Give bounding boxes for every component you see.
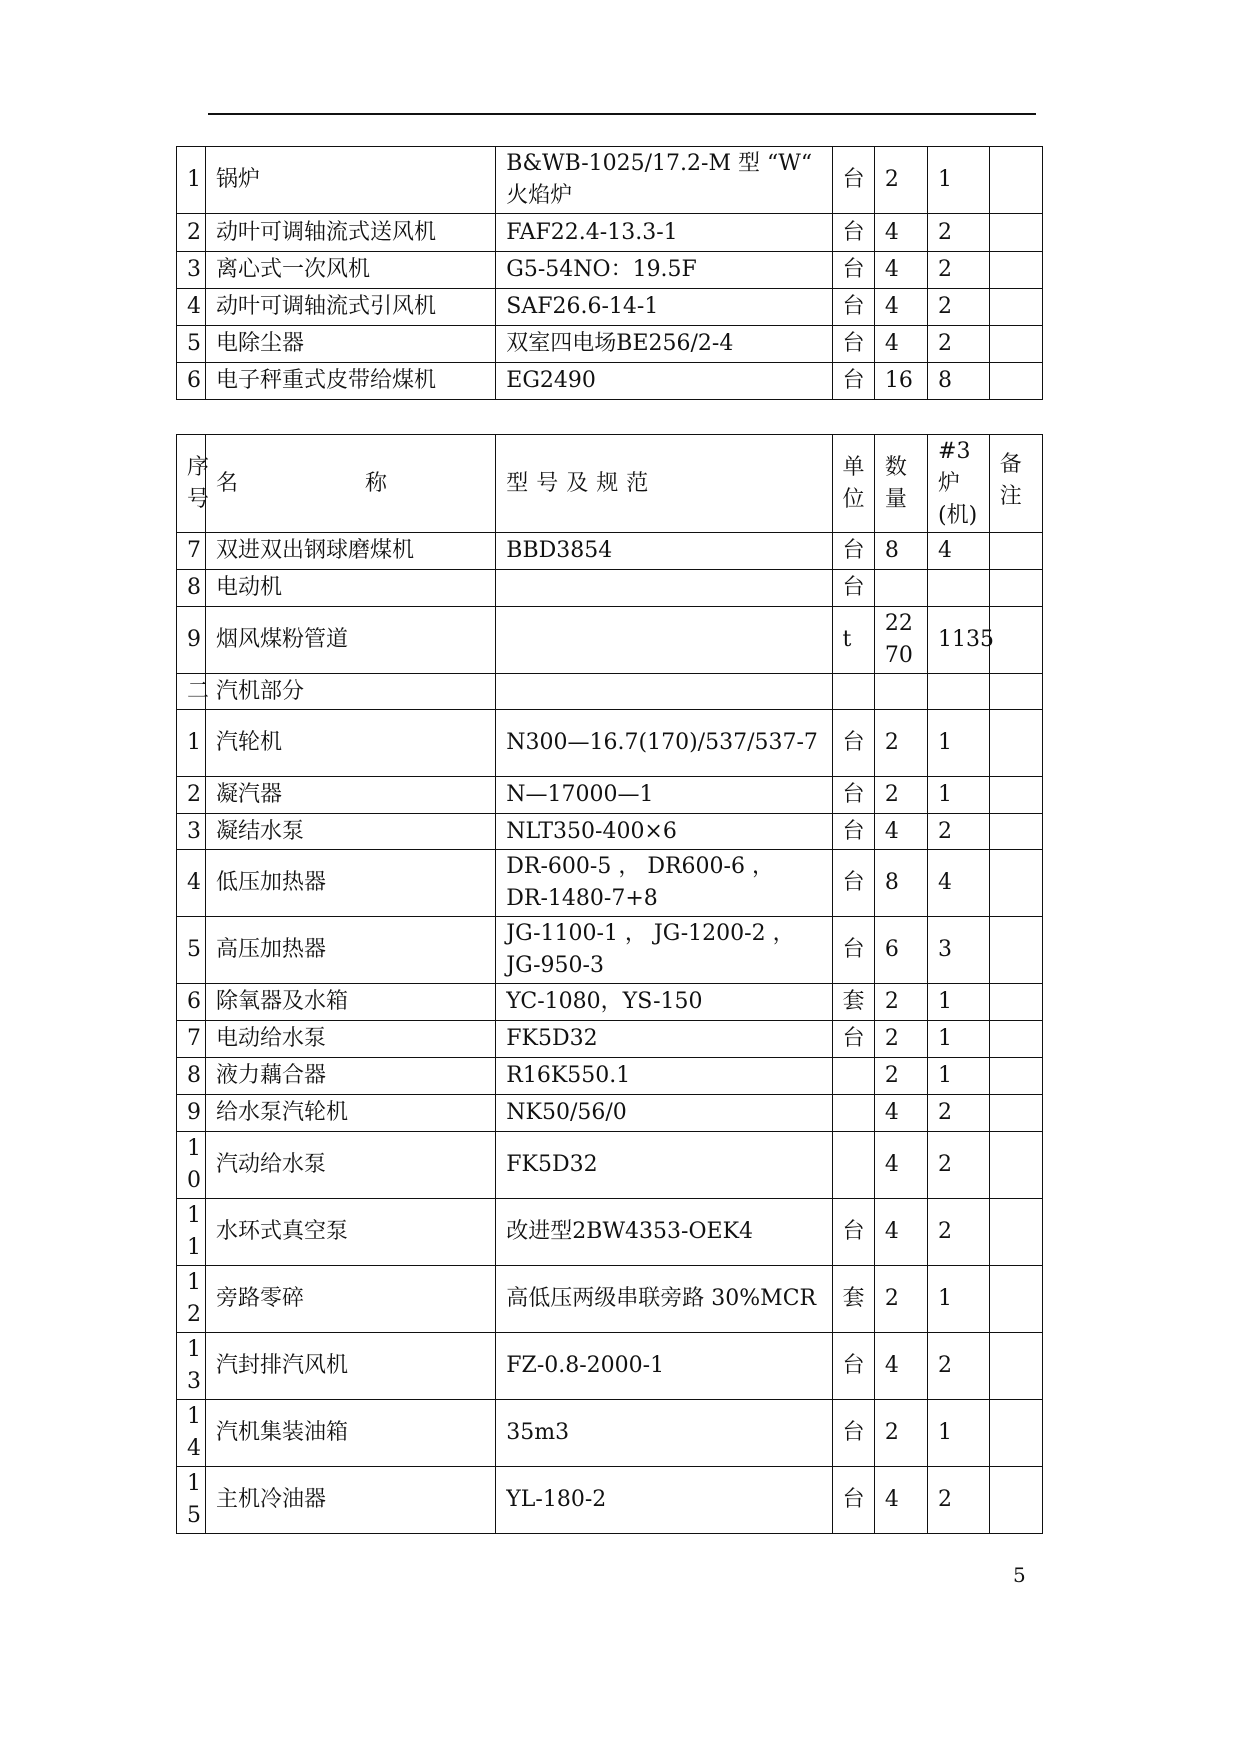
furnace-quantity: 1 <box>928 1400 990 1467</box>
model-spec: 改进型2BW4353-OEK4 <box>496 1199 832 1266</box>
model-spec: JG-1100-1 ， JG-1200-2 ， JG-950-3 <box>496 917 832 984</box>
quantity: 2 <box>874 984 927 1021</box>
unit <box>832 1095 874 1132</box>
remarks <box>989 1266 1042 1333</box>
quantity: 4 <box>874 326 927 363</box>
equipment-name: 水环式真空泵 <box>206 1199 496 1266</box>
quantity: 4 <box>874 214 927 252</box>
equipment-name: 动叶可调轴流式引风机 <box>206 289 496 326</box>
furnace-quantity: 1 <box>928 710 990 777</box>
remarks <box>989 1058 1042 1095</box>
model-spec: B&WB-1025/17.2-M 型 “W“ 火焰炉 <box>496 147 832 214</box>
model-spec <box>496 674 832 710</box>
row-number: 3 <box>177 252 206 289</box>
quantity: 4 <box>874 814 927 850</box>
header-quantity: 数 量 <box>874 435 927 533</box>
model-spec: 高低压两级串联旁路 30%MCR <box>496 1266 832 1333</box>
quantity <box>874 674 927 710</box>
furnace-quantity: 3 <box>928 917 990 984</box>
model-spec: G5-54NO：19.5F <box>496 252 832 289</box>
row-number: 8 <box>177 1058 206 1095</box>
table-row <box>177 289 1043 326</box>
unit: t <box>832 607 874 674</box>
quantity: 4 <box>874 252 927 289</box>
table-row <box>177 1132 1043 1199</box>
furnace-quantity <box>928 674 990 710</box>
table-row <box>177 326 1043 363</box>
unit: 台 <box>832 1400 874 1467</box>
table-row <box>177 917 1043 984</box>
equipment-name: 锅炉 <box>206 147 496 214</box>
row-number: 1 <box>177 710 206 777</box>
table-row <box>177 363 1043 400</box>
model-spec: YL-180-2 <box>496 1467 832 1534</box>
quantity: 2 <box>874 777 927 814</box>
remarks <box>989 1095 1042 1132</box>
model-spec: 双室四电场BE256/2-4 <box>496 326 832 363</box>
remarks <box>989 710 1042 777</box>
row-number: 7 <box>177 1021 206 1058</box>
model-spec: R16K550.1 <box>496 1058 832 1095</box>
model-spec: FAF22.4-13.3-1 <box>496 214 832 252</box>
header-unit: 单 位 <box>832 435 874 533</box>
unit: 台 <box>832 147 874 214</box>
equipment-name: 电动给水泵 <box>206 1021 496 1058</box>
unit: 台 <box>832 252 874 289</box>
equipment-name: 烟风煤粉管道 <box>206 607 496 674</box>
furnace-quantity: 2 <box>928 326 990 363</box>
row-number: 6 <box>177 984 206 1021</box>
model-spec <box>496 607 832 674</box>
remarks <box>989 850 1042 917</box>
furnace-quantity: 1 <box>928 147 990 214</box>
equipment-name: 低压加热器 <box>206 850 496 917</box>
furnace-quantity: 1 <box>928 984 990 1021</box>
equipment-name: 电除尘器 <box>206 326 496 363</box>
model-spec: N—17000—1 <box>496 777 832 814</box>
unit: 台 <box>832 1199 874 1266</box>
remarks <box>989 674 1042 710</box>
remarks <box>989 1132 1042 1199</box>
remarks <box>989 326 1042 363</box>
quantity: 4 <box>874 1199 927 1266</box>
model-spec <box>496 570 832 607</box>
section-number: 二 <box>177 674 206 710</box>
remarks <box>989 917 1042 984</box>
furnace-quantity: 2 <box>928 1199 990 1266</box>
quantity: 2270 <box>874 607 927 674</box>
unit: 台 <box>832 533 874 570</box>
equipment-name: 动叶可调轴流式送风机 <box>206 214 496 252</box>
table-row <box>177 533 1043 570</box>
furnace-quantity: 2 <box>928 1132 990 1199</box>
furnace-quantity: 1135 <box>928 607 990 674</box>
table-row <box>177 1095 1043 1132</box>
furnace-quantity: 4 <box>928 533 990 570</box>
table-row <box>177 252 1043 289</box>
quantity: 2 <box>874 147 927 214</box>
remarks <box>989 1021 1042 1058</box>
model-spec: FZ-0.8-2000-1 <box>496 1333 832 1400</box>
quantity: 8 <box>874 850 927 917</box>
remarks <box>989 607 1042 674</box>
quantity: 2 <box>874 710 927 777</box>
furnace-quantity: 1 <box>928 1021 990 1058</box>
row-number: 14 <box>177 1400 206 1467</box>
equipment-name: 汽封排汽风机 <box>206 1333 496 1400</box>
quantity: 2 <box>874 1400 927 1467</box>
header-remarks: 备 注 <box>989 435 1042 533</box>
row-number: 2 <box>177 777 206 814</box>
quantity: 8 <box>874 533 927 570</box>
table-row <box>177 850 1043 917</box>
remarks <box>989 1467 1042 1534</box>
furnace-quantity: 2 <box>928 252 990 289</box>
furnace-quantity: 2 <box>928 1467 990 1534</box>
model-spec: FK5D32 <box>496 1132 832 1199</box>
row-number: 9 <box>177 607 206 674</box>
table-row <box>177 710 1043 777</box>
table-row-section <box>177 674 1043 710</box>
equipment-name: 旁路零碎 <box>206 1266 496 1333</box>
row-number: 3 <box>177 814 206 850</box>
row-number: 12 <box>177 1266 206 1333</box>
quantity: 4 <box>874 289 927 326</box>
table-row <box>177 1058 1043 1095</box>
model-spec: DR-600-5 ， DR600-6 ， DR-1480-7+8 <box>496 850 832 917</box>
model-spec: EG2490 <box>496 363 832 400</box>
unit: 台 <box>832 326 874 363</box>
remarks <box>989 984 1042 1021</box>
row-number: 2 <box>177 214 206 252</box>
quantity: 2 <box>874 1021 927 1058</box>
header-rule <box>208 113 1036 115</box>
table-row <box>177 1021 1043 1058</box>
equipment-name: 给水泵汽轮机 <box>206 1095 496 1132</box>
row-number: 13 <box>177 1333 206 1400</box>
unit <box>832 1132 874 1199</box>
model-spec: YC-1080，YS-150 <box>496 984 832 1021</box>
quantity <box>874 570 927 607</box>
table-row <box>177 147 1043 214</box>
equipment-name: 高压加热器 <box>206 917 496 984</box>
table-row <box>177 1400 1043 1467</box>
row-number: 5 <box>177 326 206 363</box>
page-number: 5 <box>1013 1563 1026 1587</box>
remarks <box>989 289 1042 326</box>
furnace-quantity: 2 <box>928 289 990 326</box>
quantity: 4 <box>874 1467 927 1534</box>
unit: 台 <box>832 850 874 917</box>
table-row <box>177 777 1043 814</box>
row-number: 1 <box>177 147 206 214</box>
unit: 台 <box>832 814 874 850</box>
furnace-quantity <box>928 570 990 607</box>
table-row <box>177 1467 1043 1534</box>
model-spec: NK50/56/0 <box>496 1095 832 1132</box>
furnace-quantity: 1 <box>928 1266 990 1333</box>
header-model: 型号及规范 <box>496 435 832 533</box>
header-name: 名 称 <box>206 435 496 533</box>
remarks <box>989 1333 1042 1400</box>
equipment-name: 电子秤重式皮带给煤机 <box>206 363 496 400</box>
model-spec: NLT350-400×6 <box>496 814 832 850</box>
row-number: 5 <box>177 917 206 984</box>
equipment-name: 除氧器及水箱 <box>206 984 496 1021</box>
quantity: 4 <box>874 1095 927 1132</box>
furnace-quantity: 2 <box>928 814 990 850</box>
unit: 台 <box>832 1333 874 1400</box>
unit: 台 <box>832 1467 874 1534</box>
model-spec: FK5D32 <box>496 1021 832 1058</box>
remarks <box>989 363 1042 400</box>
equipment-name: 汽动给水泵 <box>206 1132 496 1199</box>
remarks <box>989 214 1042 252</box>
row-number: 8 <box>177 570 206 607</box>
quantity: 2 <box>874 1058 927 1095</box>
table-row <box>177 1266 1043 1333</box>
quantity: 6 <box>874 917 927 984</box>
table-row <box>177 214 1043 252</box>
equipment-name: 双进双出钢球磨煤机 <box>206 533 496 570</box>
table-row <box>177 1333 1043 1400</box>
row-number: 4 <box>177 850 206 917</box>
unit <box>832 674 874 710</box>
unit: 套 <box>832 1266 874 1333</box>
unit: 台 <box>832 710 874 777</box>
equipment-name: 电动机 <box>206 570 496 607</box>
table-row <box>177 814 1043 850</box>
table-row <box>177 1199 1043 1266</box>
model-spec: BBD3854 <box>496 533 832 570</box>
quantity: 4 <box>874 1333 927 1400</box>
remarks <box>989 147 1042 214</box>
unit: 套 <box>832 984 874 1021</box>
unit: 台 <box>832 777 874 814</box>
remarks <box>989 252 1042 289</box>
row-number: 10 <box>177 1132 206 1199</box>
unit: 台 <box>832 1021 874 1058</box>
row-number: 7 <box>177 533 206 570</box>
unit: 台 <box>832 289 874 326</box>
remarks <box>989 570 1042 607</box>
section-title: 汽机部分 <box>206 674 496 710</box>
table-row <box>177 984 1043 1021</box>
unit: 台 <box>832 214 874 252</box>
row-number: 4 <box>177 289 206 326</box>
table-row <box>177 570 1043 607</box>
header-furnace: #3 炉 (机) <box>928 435 990 533</box>
unit: 台 <box>832 363 874 400</box>
equipment-name: 汽轮机 <box>206 710 496 777</box>
furnace-quantity: 4 <box>928 850 990 917</box>
equipment-name: 凝结水泵 <box>206 814 496 850</box>
unit: 台 <box>832 917 874 984</box>
model-spec: N300—16.7(170)/537/537-7 <box>496 710 832 777</box>
equipment-name: 离心式一次风机 <box>206 252 496 289</box>
quantity: 4 <box>874 1132 927 1199</box>
model-spec: SAF26.6-14-1 <box>496 289 832 326</box>
row-number: 9 <box>177 1095 206 1132</box>
furnace-quantity: 8 <box>928 363 990 400</box>
furnace-quantity: 2 <box>928 1333 990 1400</box>
remarks <box>989 533 1042 570</box>
unit <box>832 1058 874 1095</box>
equipment-name: 汽机集装油箱 <box>206 1400 496 1467</box>
table-header-row <box>177 435 1043 533</box>
unit: 台 <box>832 570 874 607</box>
header-no: 序 号 <box>177 435 206 533</box>
remarks <box>989 814 1042 850</box>
quantity: 16 <box>874 363 927 400</box>
model-spec: 35m3 <box>496 1400 832 1467</box>
row-number: 6 <box>177 363 206 400</box>
equipment-name: 主机冷油器 <box>206 1467 496 1534</box>
equipment-table-top <box>176 146 1043 400</box>
quantity: 2 <box>874 1266 927 1333</box>
row-number: 11 <box>177 1199 206 1266</box>
furnace-quantity: 2 <box>928 214 990 252</box>
table-row <box>177 607 1043 674</box>
furnace-quantity: 2 <box>928 1095 990 1132</box>
furnace-quantity: 1 <box>928 777 990 814</box>
remarks <box>989 1400 1042 1467</box>
equipment-name: 液力藕合器 <box>206 1058 496 1095</box>
remarks <box>989 777 1042 814</box>
remarks <box>989 1199 1042 1266</box>
furnace-quantity: 1 <box>928 1058 990 1095</box>
equipment-table-main <box>176 434 1043 1534</box>
row-number: 15 <box>177 1467 206 1534</box>
equipment-name: 凝汽器 <box>206 777 496 814</box>
